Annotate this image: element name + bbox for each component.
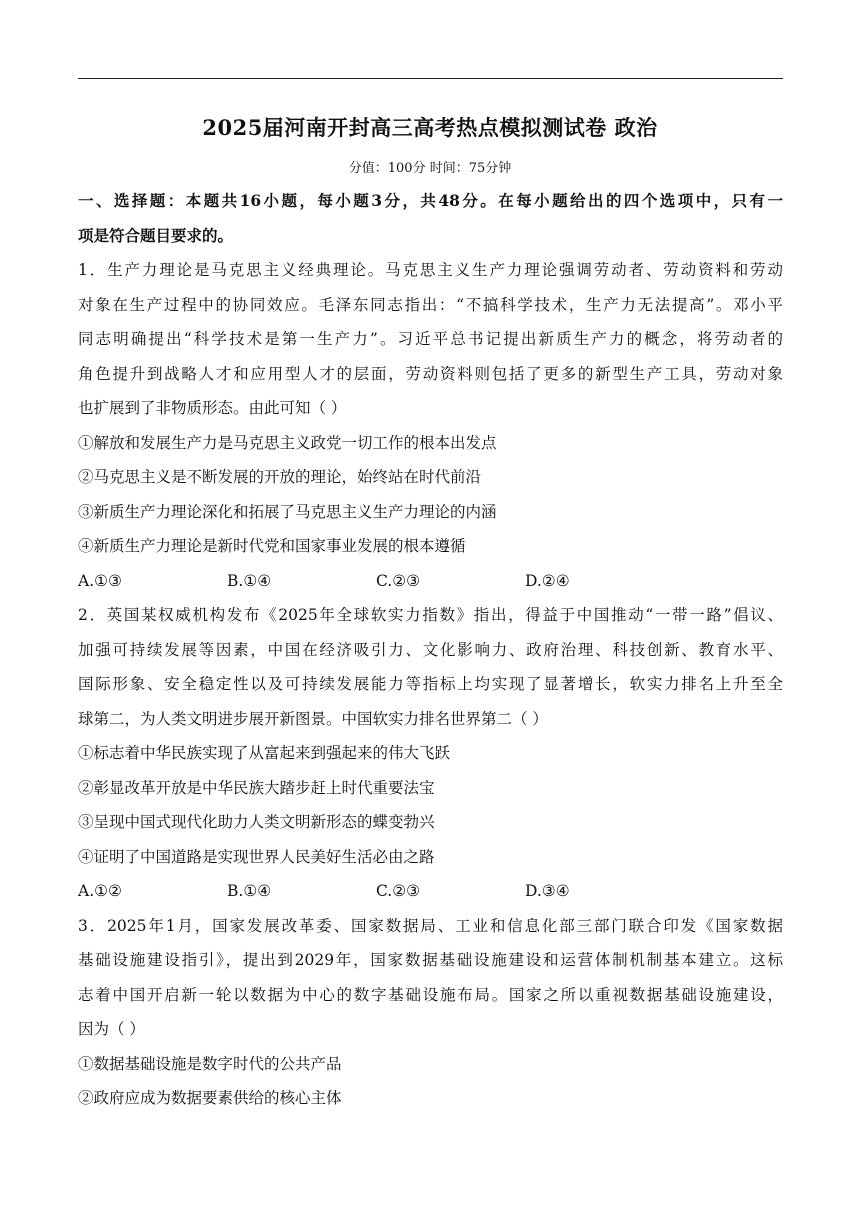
option-c: C.②③ xyxy=(376,882,421,900)
statement-item: ②政府应成为数据要素供给的核心主体 xyxy=(78,1089,342,1107)
statement-item: ①标志着中华民族实现了从富起来到强起来的伟大飞跃 xyxy=(78,744,451,762)
section-line: 一、选择题：本题共16小题，每小题3分，共48分。在每小题给出的四个选项中，只有一 xyxy=(78,191,783,210)
question-stem-line: 对象在生产过程中的协同效应。毛泽东同志指出：“不搞科学技术，生产力无法提高”。邓小平 xyxy=(78,295,783,314)
question-stem-line: 3．2025年1月，国家发展改革委、国家数据局、工业和信息化部三部门联合印发《国家数据 xyxy=(78,916,783,935)
option-a: A.①② xyxy=(78,882,122,900)
question-stem-line: 角色提升到战略人才和应用型人才的层面，劳动资料则包括了更多的新型生产工具，劳动对象 xyxy=(78,364,783,383)
exam-content xyxy=(78,184,783,1116)
statement-item: ③新质生产力理论深化和拓展了马克思主义生产力理论的内涵 xyxy=(78,502,497,521)
option-a: A.①③ xyxy=(78,571,122,590)
option-c: C.②③ xyxy=(376,571,421,590)
option-d: D.③④ xyxy=(525,882,570,900)
statement-item: ③呈现中国式现代化助力人类文明新形态的蝶变勃兴 xyxy=(78,813,435,831)
statement-item: ②彰显改革开放是中华民族大踏步赶上时代重要法宝 xyxy=(78,778,435,797)
statement-item: ①解放和发展生产力是马克思主义政党一切工作的根本出发点 xyxy=(78,433,497,452)
question-stem-line: 基础设施建设指引》，提出到2029年，国家数据基础设施建设和运营体制机制基本建立。这标 xyxy=(78,951,783,969)
question-stem-line: 因为（ ） xyxy=(78,1020,145,1038)
option-b: B.①④ xyxy=(227,882,272,900)
question-1 xyxy=(78,253,783,598)
question-stem-line: 球第二，为人类文明进步展开新图景。中国软实力排名世界第二（ ） xyxy=(78,709,548,728)
answer-options xyxy=(78,564,783,599)
exam-meta: 分值：100分 时间：75分钟 xyxy=(348,161,512,176)
question-stem-line: 志着中国开启新一轮以数据为中心的数字基础设施布局。国家之所以重视数据基础设施建设， xyxy=(78,985,783,1004)
option-d: D.②④ xyxy=(525,571,570,590)
question-3 xyxy=(78,909,783,1116)
statement-item: ④证明了中国道路是实现世界人民美好生活必由之路 xyxy=(78,847,435,866)
question-stem-line: 加强可持续发展等因素，中国在经济吸引力、文化影响力、政府治理、科技创新、教育水平、 xyxy=(78,640,783,659)
statement-item: ①数据基础设施是数字时代的公共产品 xyxy=(78,1054,342,1073)
statement-item: ④新质生产力理论是新时代党和国家事业发展的根本遵循 xyxy=(78,537,466,555)
page-title: 2025届河南开封高三高考热点模拟测试卷 政治 xyxy=(202,115,658,140)
answer-options xyxy=(78,874,783,909)
header-rule xyxy=(78,78,783,79)
section-line: 项是符合题目要求的。 xyxy=(78,225,234,245)
question-stem-line: 同志明确提出“科学技术是第一生产力”。习近平总书记提出新质生产力的概念，将劳动者的 xyxy=(78,330,783,348)
section-heading xyxy=(78,184,783,253)
question-2 xyxy=(78,598,783,909)
option-b: B.①④ xyxy=(227,571,272,590)
statement-item: ②马克思主义是不断发展的开放的理论，始终站在时代前沿 xyxy=(78,468,482,486)
question-stem-line: 1．生产力理论是马克思主义经典理论。马克思主义生产力理论强调劳动者、劳动资料和劳动 xyxy=(78,261,783,279)
question-stem-line: 也扩展到了非物质形态。由此可知（ ） xyxy=(78,399,347,417)
question-stem-line: 国际形象、安全稳定性以及可持续发展能力等指标上均实现了显著增长，软实力排名上升至全 xyxy=(78,675,783,693)
question-stem-line: 2．英国某权威机构发布《2025年全球软实力指数》指出，得益于中国推动“一带一路”倡议、 xyxy=(78,606,783,624)
